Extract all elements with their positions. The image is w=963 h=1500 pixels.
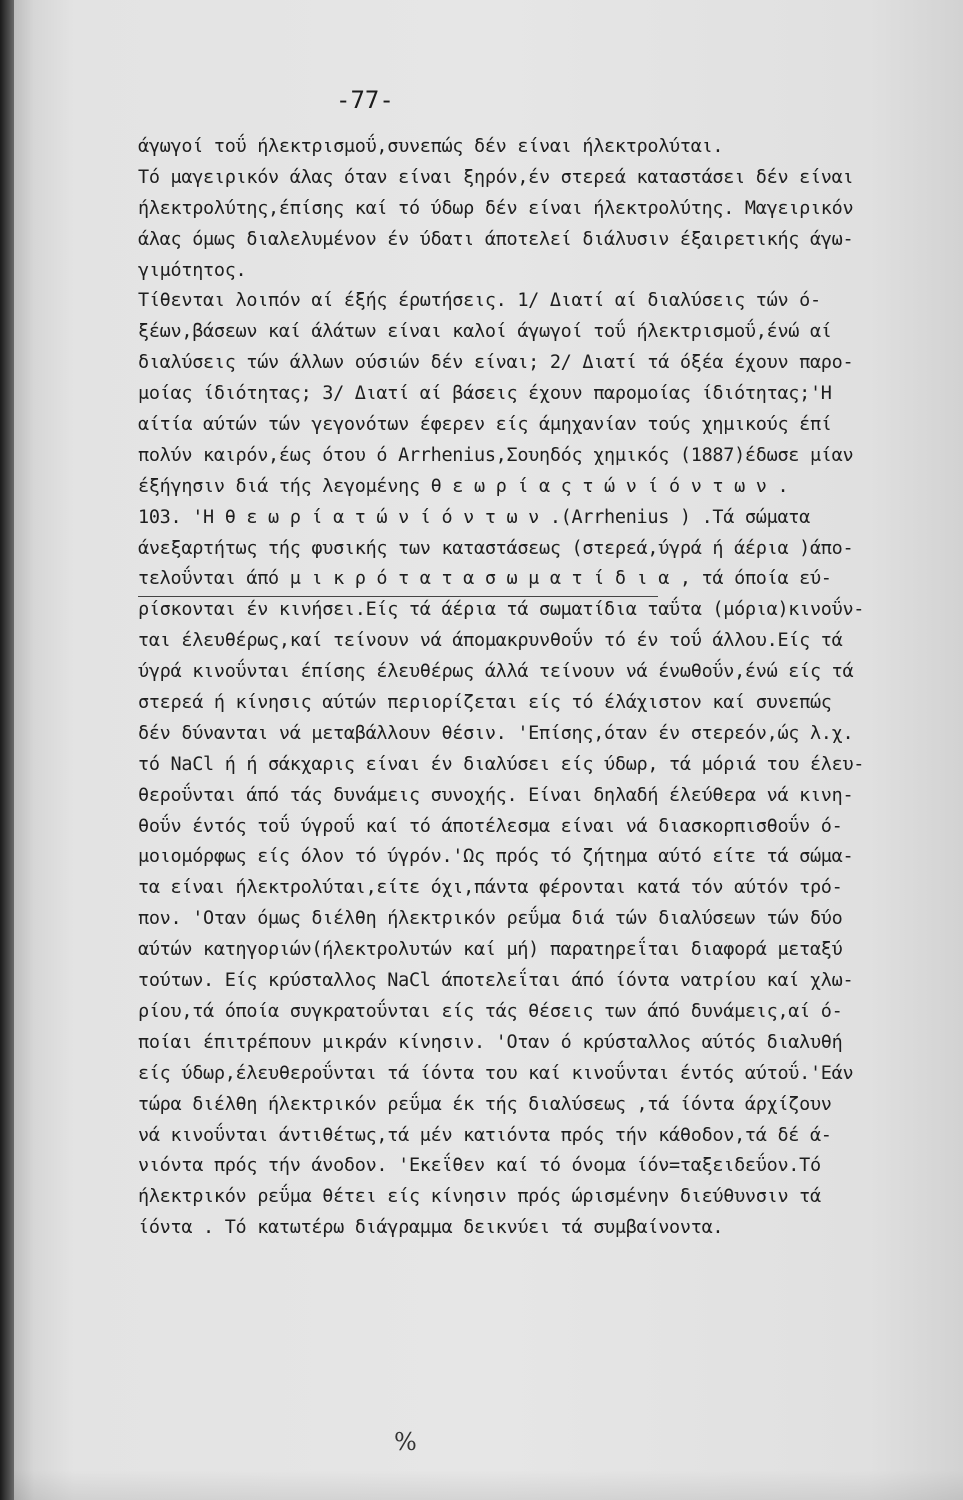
text-line: ρίου,τά όποία συγκρατοΰνται είς τάς θέσεις των άπό δυνάμεις,αί ό- <box>138 1000 843 1022</box>
text-line: νά κινοΰνται άντιθέτως,τά μέν κατιόντα πρός τήν κάθοδον,τά δέ ά- <box>138 1124 832 1146</box>
text-line: πολύν καιρόν,έως ότου ό Arrhenius,Σουηδός χημικός (1887)έδωσε μίαν <box>138 444 854 466</box>
text-line: θοΰν έντός τοΰ ύγροΰ καί τό άποτέλεσμα είναι νά διασκορπισθοΰν ό- <box>138 815 843 837</box>
text-line: ήλεκτρικόν ρεΰμα θέτει είς κίνησιν πρός ώρισμένην διεύθυνσιν τά <box>138 1186 821 1208</box>
text-line: ήλεκτρολύτης,έπίσης καί τό ύδωρ δέν είναι ήλεκτρολύτης. Μαγειρικόν <box>138 197 854 219</box>
text-line: στερεά ή κίνησις αύτών περιορίζεται είς τό έλάχιστον καί συνεπώς <box>138 692 832 714</box>
text-line: ίόντα . Τό κατωτέρω διάγραμμα δεικνύει τά συμβαίνοντα. <box>138 1217 724 1239</box>
text-line: διαλύσεις τών άλλων ούσιών δέν είναι; 2/ Διατί τά όξέα έχουν παρο- <box>138 352 854 374</box>
text-line: τελοΰνται άπό μ ι κ ρ ό τ α τ α σ ω μ α τ ί δ ι α , τά όποία εύ- <box>138 568 832 590</box>
text-line: αίτία αύτών τών γεγονότων έφερεν είς άμηχανίαν τούς χημικούς έπί <box>138 414 832 436</box>
footer-mark: % <box>394 1428 417 1456</box>
text-line: πον. 'Οταν όμως διέλθη ήλεκτρικόν ρεΰμα διά τών διαλύσεων τών δύο <box>138 908 843 930</box>
text-line: νιόντα πρός τήν άνοδον. 'Εκεΐθεν καί τό όνομα ίόν=ταξειδεΰον.Τό <box>138 1155 821 1177</box>
heading-underline <box>138 596 658 597</box>
text-line: αύτών κατηγοριών(ήλεκτρολυτών καί μή) παρατηρεΐται διαφορά μεταξύ <box>138 939 843 961</box>
text-line: ρίσκονται έν κινήσει.Είς τά άέρια τά σωματίδια ταΰτα (μόρια)κινοΰν- <box>138 599 865 621</box>
text-line: ξέων,βάσεων καί άλάτων είναι καλοί άγωγοί τοΰ ήλεκτρισμοΰ,ένώ αί <box>138 321 832 343</box>
scan-bottom-shadow <box>14 1470 963 1500</box>
text-line: τώρα διέλθη ήλεκτρικόν ρεΰμα έκ τής διαλύσεως ,τά ίόντα άρχίζουν <box>138 1093 832 1115</box>
scan-left-edge <box>0 0 14 1500</box>
text-line: άνεξαρτήτως τής φυσικής των καταστάσεως (στερεά,ύγρά ή άέρια )άπο- <box>138 537 854 559</box>
text-line: Τό μαγειρικόν άλας όταν είναι ξηρόν,έν στερεά καταστάσει δέν είναι <box>138 166 854 188</box>
typewritten-body <box>138 132 928 1244</box>
text-line: τούτων. Είς κρύσταλλος NaCl άποτελεΐται άπό ίόντα νατρίου καί χλω- <box>138 970 854 992</box>
text-line: τα είναι ήλεκτρολύται,είτε όχι,πάντα φέρονται κατά τόν αύτόν τρό- <box>138 877 843 899</box>
text-line: Τίθενται λοιπόν αί έξής έρωτήσεις. 1/ Διατί αί διαλύσεις τών ό- <box>138 290 821 312</box>
page-number: -77- <box>336 86 394 114</box>
section-heading-line: 103. 'Η θ ε ω ρ ί α τ ώ ν ί ό ν τ ω ν .(Arrhenius ) .Τά σώματα <box>138 506 810 528</box>
text-line: έξήγησιν διά τής λεγομένης θ ε ω ρ ί α ς τ ώ ν ί ό ν τ ω ν . <box>138 475 789 497</box>
text-line: δέν δύνανται νά μεταβάλλουν θέσιν. 'Επίσης,όταν έν στερεόν,ώς λ.χ. <box>138 722 854 744</box>
text-line: μοίας ίδιότητας; 3/ Διατί αί βάσεις έχουν παρομοίας ίδιότητας;'Η <box>138 383 832 405</box>
text-line: τό NaCl ή ή σάκχαρις είναι έν διαλύσει είς ύδωρ, τά μόριά του έλευ- <box>138 753 865 775</box>
text-line: ποίαι έπιτρέπουν μικράν κίνησιν. 'Οταν ό κρύσταλλος αύτός διαλυθή <box>138 1031 843 1053</box>
text-line: ύγρά κινοΰνται έπίσης έλευθέρως άλλά τείνουν νά ένωθοΰν,ένώ είς τά <box>138 661 854 683</box>
text-line: άλας όμως διαλελυμένον έν ύδατι άποτελεί διάλυσιν έξαιρετικής άγω- <box>138 228 854 250</box>
text-line: γιμότητος. <box>138 259 247 281</box>
text-line: είς ύδωρ,έλευθεροΰνται τά ίόντα του καί κινοΰνται έντός αύτοΰ.'Εάν <box>138 1062 854 1084</box>
text-line: μοιομόρφως είς όλον τό ύγρόν.'Ως πρός τό ζήτημα αύτό είτε τά σώμα- <box>138 846 854 868</box>
text-line: θεροΰνται άπό τάς δυνάμεις συνοχής. Είναι δηλαδή έλεύθερα νά κινη- <box>138 784 854 806</box>
text-line: ται έλευθέρως,καί τείνουν νά άπομακρυνθοΰν τό έν τοΰ άλλου.Είς τά <box>138 630 843 652</box>
text-line: άγωγοί τοΰ ήλεκτρισμοΰ,συνεπώς δέν είναι ήλεκτρολύται. <box>138 136 724 157</box>
